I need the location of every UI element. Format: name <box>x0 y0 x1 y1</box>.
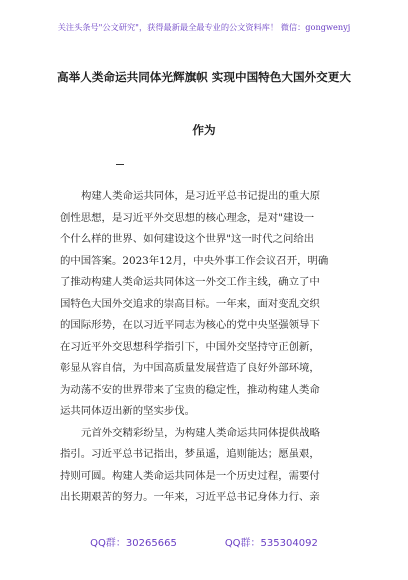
body-line: 运共同体迈出新的坚实步伐。 <box>60 405 196 417</box>
body-line: 国特色大国外交追求的崇高目标。一年来，面对变乱交织 <box>60 297 320 310</box>
section-marker <box>116 164 124 165</box>
body-line: 指引。习近平总书记指出，梦虽遥，追则能达；愿虽艰， <box>60 448 320 460</box>
header-banner: 关注头条号"公文研究"，获得最新最全最专业的公文资料库！ 微信：gongwenyj <box>57 22 351 32</box>
footer <box>0 534 408 549</box>
body-line: 创性思想，是习近平外交思想的核心理念，是对"建设一 <box>60 211 315 224</box>
body-line: 彰显从容自信，为中国高质量发展营造了良好外部环境， <box>60 362 320 374</box>
body-line: 的中国答案。2023年12月，中央外事工作会议召开，明确 <box>60 254 329 267</box>
body-line: 了推动构建人类命运共同体这一外交工作主线，确立了中 <box>60 276 320 288</box>
body-line: 的国际形势，在以习近平同志为核心的党中央坚强领导下 <box>60 319 320 331</box>
body-paragraph-1 <box>60 186 350 509</box>
title-line-2: 作为 <box>192 123 216 137</box>
body-line: 为动荡不安的世界带来了宝贵的稳定性，推动构建人类命 <box>60 383 320 396</box>
body-line: 持则可圆。构建人类命运共同体是一个历史过程，需要付 <box>60 469 320 482</box>
footer-qq-group-2: QQ群：535304092 <box>224 538 318 549</box>
body-line: 元首外交精彩纷呈，为构建人类命运共同体提供战略 <box>81 426 320 439</box>
title-line-1: 高举人类命运共同体光辉旗帜 实现中国特色大国外交更大 <box>57 70 351 84</box>
body-line: 个什么样的世界、如何建设这个世界"这一时代之问给出 <box>60 233 315 245</box>
body-line: 出长期艰苦的努力。一年来，习近平总书记身体力行、亲 <box>60 491 320 503</box>
footer-qq-group-1: QQ群：30265665 <box>90 538 177 549</box>
body-line: 在习近平外交思想科学指引下，中国外交坚持守正创新， <box>60 340 320 353</box>
body-line: 构建人类命运共同体，是习近平总书记提出的重大原 <box>81 190 320 202</box>
